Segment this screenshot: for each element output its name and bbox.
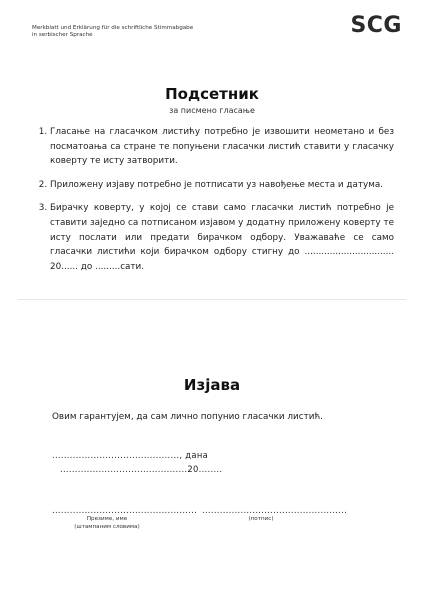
name-label-line1: Презиме, име [86,516,128,522]
reminder-subtitle: за писмено гласање [169,106,255,115]
reminder-list [34,125,394,283]
signature-label: (потпис) [248,516,274,522]
declaration-title: Изјава [183,376,241,394]
header-note-line1: Merkblatt und Erklärung für die schriftliche Stimmabgabe [32,25,194,31]
name-signature-line: ................................................. [52,505,198,515]
reminder-title: Подсетник [165,85,259,103]
reminder-item-3: 3. Бирачку коверту, у којој се стави само гласачки листић потребно је ставити заједно са потписаном изјавом у додатну приложену коверту те исту послати или предати бирачком одбору. Уважаваће се само гласачки листићи који бирачком одбору стигну до ................................ 20...... до .........сати. [50,201,394,274]
header-note-line2: in serbischer Sprache [32,32,93,38]
name-label [62,516,152,531]
section-divider [18,299,406,300]
signature-line: ................................................. [202,505,348,515]
scg-logo: SCG [350,13,402,38]
reminder-item-2: 2. Приложену изјаву потребно је потписати уз навођење места и датума. [50,178,394,193]
name-label-line2: (штампаним словима) [74,523,140,530]
year-line: ...........................................20........ [60,464,223,474]
reminder-item-1: 1. Гласање на гласачком листићу потребно је извошити неометано и без посматоања са стране те попуњени гласачки листић ставити у гласачку коверту те исту затворити. [50,125,394,169]
place-date-line: ..........................................., дана [52,450,209,460]
header-note [32,25,193,39]
declaration-statement: Овим гарантујем, да сам лично попунио гласачки листић. [52,412,323,422]
